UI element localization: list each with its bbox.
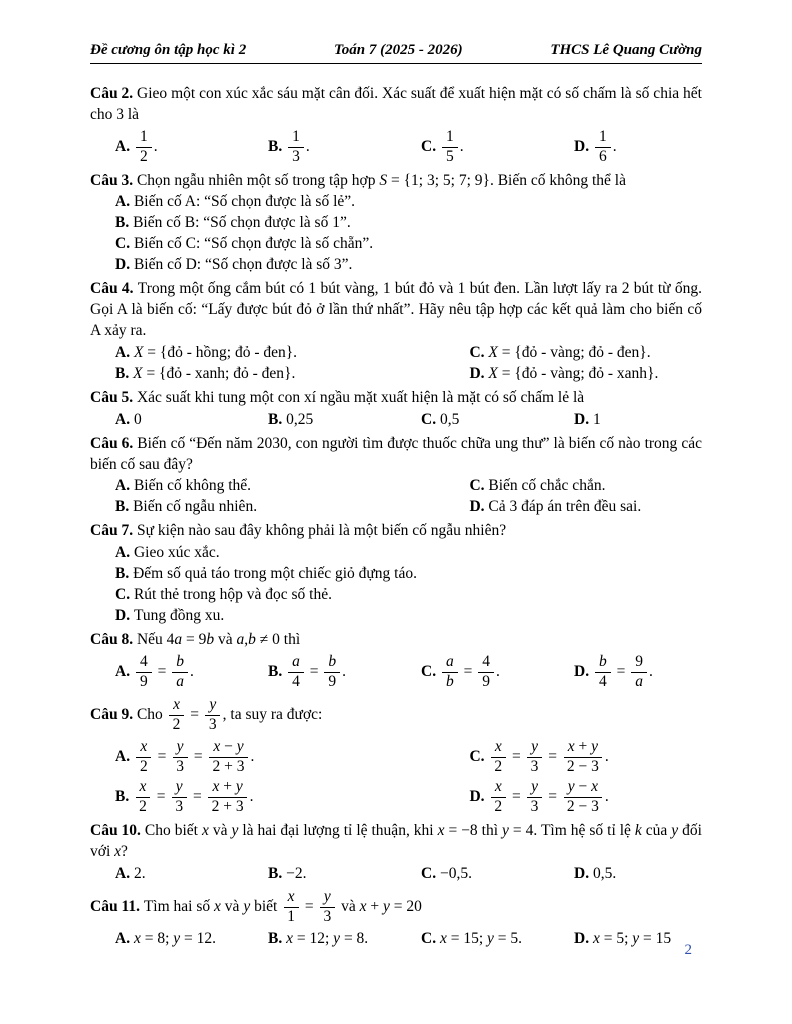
option-letter: D. xyxy=(469,498,489,516)
math-variable: x xyxy=(286,929,293,947)
math-variable: k xyxy=(634,821,642,839)
option-letter: C. xyxy=(115,235,134,253)
answer-option xyxy=(469,737,702,777)
answer-option xyxy=(469,777,702,817)
option-letter: D. xyxy=(574,929,593,947)
question xyxy=(90,279,702,385)
answer-option xyxy=(396,410,549,431)
math-variable: S xyxy=(379,171,388,189)
option-letter: A. xyxy=(115,864,134,882)
option-text: Biến cố chắc chắn. xyxy=(488,477,606,495)
answer-option xyxy=(396,127,549,167)
math-variable: b xyxy=(328,652,337,670)
math-variable: b xyxy=(598,652,607,670)
question-label: Câu 8. xyxy=(90,630,137,648)
option-letter: B. xyxy=(268,662,287,680)
fraction: $\frac{x}{2}$ xyxy=(136,739,152,775)
fraction: $\frac{y}{3}$ xyxy=(205,697,221,733)
math-variable: y xyxy=(231,821,239,839)
option-text: Biến cố A: “Số chọn được là số lẻ”. xyxy=(133,193,356,211)
math-variable: y xyxy=(243,898,251,916)
option-letter: A. xyxy=(115,747,134,765)
question xyxy=(90,695,702,817)
option-letter: B. xyxy=(115,498,134,516)
math-variable: y xyxy=(173,929,181,947)
answer-option xyxy=(90,410,243,431)
math-variable: a xyxy=(176,672,184,690)
options xyxy=(90,543,702,627)
fraction: $\frac{b}{9}$ xyxy=(324,654,340,690)
option-text: $\frac{x}{2}$ = $\frac{y}{3}$ = $\frac{x + y}{2 - 3}$ . xyxy=(488,748,608,765)
fraction: $\frac{x}{1}$ xyxy=(283,889,299,925)
option-letter: D. xyxy=(469,364,489,382)
math-variable: x xyxy=(201,821,209,839)
answer-option xyxy=(469,364,702,385)
math-variable: y xyxy=(209,696,217,714)
answer-option xyxy=(90,543,702,564)
math-variable: b xyxy=(176,652,184,670)
option-text: Biến cố không thể. xyxy=(133,477,252,495)
answer-option xyxy=(90,213,702,234)
option-letter: C. xyxy=(421,864,440,882)
math-variable: y xyxy=(333,929,341,947)
answer-option xyxy=(243,652,396,692)
answer-option xyxy=(549,864,702,885)
option-letter: C. xyxy=(421,929,440,947)
fraction: $\frac{y}{3}$ xyxy=(527,779,543,815)
question-label: Câu 2. xyxy=(90,85,138,103)
fraction: $\frac{1}{6}$ xyxy=(595,129,611,165)
options xyxy=(90,476,702,518)
math-variable: x xyxy=(591,778,599,796)
fraction xyxy=(172,654,188,690)
option-text: $\frac{1}{5}$ . xyxy=(440,138,464,155)
options xyxy=(90,343,702,385)
option-text: Biến cố D: “Số chọn được là số 3”. xyxy=(133,256,353,274)
option-text: X = {đỏ - vàng; đỏ - xanh}. xyxy=(488,364,659,382)
option-letter: C. xyxy=(469,747,489,765)
option-text: $\frac{x}{2}$ = $\frac{y}{3}$ = $\frac{y - x}{2 - 3}$ . xyxy=(488,788,608,805)
fraction: $\frac{x}{2}$ xyxy=(135,779,151,815)
option-text: $\frac{1}{2}$ . xyxy=(134,138,158,155)
fraction: $\frac{x - y}{2 + 3}$ xyxy=(208,739,248,775)
math-variable: a xyxy=(292,652,300,670)
option-letter: A. xyxy=(115,662,134,680)
option-letter: D. xyxy=(115,256,134,274)
math-variable: y xyxy=(382,898,390,916)
option-text: Rút thẻ trong hộp và đọc số thẻ. xyxy=(133,586,332,604)
fraction: $\frac{1}{5}$ xyxy=(442,129,458,165)
math-variable: x xyxy=(114,842,122,860)
question-text: Câu 6. Biến cố “Đến năm 2030, con người tìm được thuốc chữa ung thư” là biến cố nào trong các biến cố sau đây? xyxy=(90,434,702,473)
math-variable: a xyxy=(236,630,245,648)
question-label: Câu 7. xyxy=(90,522,137,540)
question-text: Câu 7. Sự kiện nào sau đây không phải là một biến cố ngẫu nhiên? xyxy=(90,522,507,540)
answer-option xyxy=(396,929,549,950)
option-letter: A. xyxy=(115,343,134,361)
math-variable: x xyxy=(494,778,502,796)
fraction: $\frac{b}{4}$ xyxy=(595,654,611,690)
fraction: $\frac{y}{3}$ xyxy=(171,779,187,815)
option-text: x = 12; y = 8. xyxy=(286,929,369,947)
option-text: $\frac{1}{3}$ . xyxy=(286,138,310,155)
answer-option xyxy=(549,929,702,950)
option-letter: D. xyxy=(574,137,593,155)
question xyxy=(90,388,702,431)
fraction: $\frac{x + y}{2 + 3}$ xyxy=(208,779,248,815)
math-variable: a xyxy=(445,652,454,670)
option-text: −2. xyxy=(286,864,307,882)
options xyxy=(90,410,702,431)
option-letter: B. xyxy=(268,410,287,428)
fraction: $\frac{y - x}{2 - 3}$ xyxy=(563,779,603,815)
option-letter: A. xyxy=(115,477,134,495)
answer-option xyxy=(396,652,549,692)
option-text: $\frac{a}{b}$ = $\frac{4}{9}$ . xyxy=(440,663,500,680)
answer-option xyxy=(90,476,469,497)
math-variable: y xyxy=(487,929,494,947)
answer-option xyxy=(469,497,702,518)
math-variable: x xyxy=(287,888,295,906)
math-variable: X xyxy=(488,343,498,361)
option-letter: C. xyxy=(421,137,440,155)
option-text: Tung đồng xu. xyxy=(133,607,225,624)
option-text: x = 8; y = 12. xyxy=(133,929,217,947)
answer-option xyxy=(469,476,702,497)
math-variable: y xyxy=(531,778,538,796)
option-text: 0 xyxy=(133,410,142,428)
fraction: $\frac{y}{3}$ xyxy=(172,739,188,775)
document-header xyxy=(90,40,702,64)
answer-option xyxy=(90,343,469,364)
math-variable: y xyxy=(567,778,575,796)
math-variable: x xyxy=(494,737,502,755)
question-text: Câu 9. Cho $\frac{x}{2}$ = $\frac{y}{3}$ , ta suy ra được: xyxy=(90,696,323,734)
options xyxy=(90,929,702,950)
math-variable: b xyxy=(445,672,454,690)
question-label: Câu 9. xyxy=(90,706,137,724)
option-text: $\frac{4}{9}$ = $\frac{b}{a}$ . xyxy=(134,663,194,680)
math-variable: x xyxy=(213,737,221,755)
option-letter: C. xyxy=(115,586,134,604)
math-variable: y xyxy=(236,737,244,755)
option-letter: A. xyxy=(115,544,134,562)
option-text: Biến cố C: “Số chọn được là số chẵn”. xyxy=(133,235,374,253)
option-letter: B. xyxy=(268,137,287,155)
math-variable: y xyxy=(175,778,183,796)
option-text: Biến cố B: “Số chọn được là số 1”. xyxy=(133,214,351,232)
question-label: Câu 5. xyxy=(90,388,137,406)
option-letter: B. xyxy=(115,788,134,806)
answer-option xyxy=(549,652,702,692)
answer-option xyxy=(243,929,396,950)
option-letter: D. xyxy=(574,410,593,428)
option-text: X = {đỏ - vàng; đỏ - đen}. xyxy=(488,343,651,361)
answer-option xyxy=(90,585,702,606)
answer-option xyxy=(90,127,243,167)
option-text: Đếm số quả táo trong một chiếc giỏ đựng táo. xyxy=(133,565,417,583)
math-variable: b xyxy=(206,630,215,648)
answer-option xyxy=(90,737,469,777)
option-letter: A. xyxy=(115,137,134,155)
math-variable: y xyxy=(671,821,679,839)
math-variable: y xyxy=(531,737,538,755)
option-letter: B. xyxy=(115,214,134,232)
option-letter: B. xyxy=(268,864,287,882)
math-variable: y xyxy=(502,821,509,839)
option-text: Biến cố ngẫu nhiên. xyxy=(133,498,258,516)
math-variable: y xyxy=(235,778,243,796)
answer-option xyxy=(243,410,396,431)
answer-option xyxy=(90,364,469,385)
option-text: Gieo xúc xắc. xyxy=(133,544,220,562)
fraction: $\frac{4}{9}$ xyxy=(478,654,494,690)
question xyxy=(90,630,702,692)
fraction: $\frac{x}{2}$ xyxy=(490,739,506,775)
option-letter: B. xyxy=(115,364,134,382)
option-letter: C. xyxy=(469,343,489,361)
fraction: $\frac{1}{2}$ xyxy=(136,129,152,165)
question-label: Câu 11. xyxy=(90,898,144,916)
option-text: 0,25 xyxy=(286,410,314,428)
option-text: $\frac{x}{2}$ = $\frac{y}{3}$ = $\frac{x + y}{2 + 3}$ . xyxy=(133,788,253,805)
fraction: $\frac{x}{2}$ xyxy=(490,779,506,815)
math-variable: X xyxy=(133,364,143,382)
option-letter: D. xyxy=(469,788,489,806)
header-title-center: Toán 7 (2025 - 2026) xyxy=(333,42,463,58)
math-variable: x xyxy=(592,929,600,947)
option-letter: B. xyxy=(268,929,287,947)
fraction: $\frac{y}{3}$ xyxy=(319,889,335,925)
fraction: $\frac{x}{2}$ xyxy=(169,697,185,733)
answer-option xyxy=(469,343,702,364)
option-text: Cả 3 đáp án trên đều sai. xyxy=(488,498,642,516)
answer-option xyxy=(90,255,702,276)
answer-option xyxy=(90,864,243,885)
math-variable: x xyxy=(437,821,445,839)
option-text: $\frac{1}{6}$ . xyxy=(593,138,617,155)
question xyxy=(90,434,702,519)
question-text: Câu 3. Chọn ngẫu nhiên một số trong tập hợp S = {1; 3; 5; 7; 9}. Biến cố không thể là xyxy=(90,171,626,189)
fraction: $\frac{9}{a}$ xyxy=(631,654,647,690)
answer-option xyxy=(90,234,702,255)
answer-option xyxy=(90,652,243,692)
math-variable: x xyxy=(139,778,147,796)
fraction: $\frac{x + y}{2 - 3}$ xyxy=(563,739,603,775)
math-variable: x xyxy=(439,929,447,947)
math-variable: x xyxy=(140,737,148,755)
option-letter: C. xyxy=(421,662,440,680)
answer-option xyxy=(90,777,469,817)
math-variable: x xyxy=(173,696,180,714)
question-text: Câu 5. Xác suất khi tung một con xí ngầu mặt xuất hiện là mặt có số chấm lẻ là xyxy=(90,388,585,406)
answer-option xyxy=(549,127,702,167)
question-label: Câu 4. xyxy=(90,280,138,298)
fraction: $\frac{1}{3}$ xyxy=(288,129,304,165)
options xyxy=(90,127,702,167)
option-text: $\frac{a}{4}$ = $\frac{b}{9}$ . xyxy=(286,663,346,680)
option-letter: B. xyxy=(115,565,134,583)
math-variable: x xyxy=(214,898,221,916)
question-label: Câu 6. xyxy=(90,434,138,452)
answer-option xyxy=(243,864,396,885)
option-letter: A. xyxy=(115,193,134,211)
question xyxy=(90,821,702,885)
options xyxy=(90,864,702,885)
questions xyxy=(90,84,702,950)
math-variable: y xyxy=(591,737,599,755)
option-letter: A. xyxy=(115,929,134,947)
math-variable: y xyxy=(176,737,184,755)
math-variable: x xyxy=(359,898,367,916)
answer-option xyxy=(90,192,702,213)
question-text: Câu 4. Trong một ống cắm bút có 1 bút vàng, 1 bút đỏ và 1 bút đen. Lần lượt lấy ra 2 bút từ ống. Gọi A là biến cố: “Lấy được bút đỏ ở lần thứ nhất”. Hãy nêu tập hợp các kết quả làm cho biến cố A xảy ra. xyxy=(90,280,702,340)
option-letter: D. xyxy=(574,662,593,680)
option-text: X = {đỏ - xanh; đỏ - đen}. xyxy=(133,364,296,382)
math-variable: a xyxy=(635,672,643,690)
option-letter: D. xyxy=(115,607,134,624)
math-variable: y xyxy=(632,929,640,947)
option-letter: A. xyxy=(115,410,134,428)
option-text: x = 15; y = 5. xyxy=(439,929,523,947)
option-text: $\frac{x}{2}$ = $\frac{y}{3}$ = $\frac{x - y}{2 + 3}$ . xyxy=(134,748,254,765)
question-label: Câu 10. xyxy=(90,821,145,839)
answer-option xyxy=(243,127,396,167)
option-text: −0,5. xyxy=(439,864,472,882)
question xyxy=(90,84,702,167)
options xyxy=(90,652,702,692)
answer-option xyxy=(90,497,469,518)
math-variable: b xyxy=(248,630,256,648)
fraction: $\frac{4}{9}$ xyxy=(136,654,152,690)
option-text: $\frac{b}{4}$ = $\frac{9}{a}$ . xyxy=(593,663,653,680)
option-text: X = {đỏ - hồng; đỏ - đen}. xyxy=(133,343,298,361)
answer-option xyxy=(90,606,702,627)
option-text: x = 5; y = 15 xyxy=(592,929,672,947)
answer-option xyxy=(90,929,243,950)
answer-option xyxy=(396,864,549,885)
math-variable: y xyxy=(323,888,331,906)
fraction: $\frac{y}{3}$ xyxy=(527,739,543,775)
option-text: 0,5. xyxy=(592,864,617,882)
math-variable: a xyxy=(174,630,183,648)
math-variable: x xyxy=(567,737,575,755)
question-label: Câu 3. xyxy=(90,171,137,189)
options xyxy=(90,737,702,818)
question xyxy=(90,887,702,949)
option-letter: D. xyxy=(574,864,593,882)
math-variable: x xyxy=(212,778,220,796)
question-text: Câu 10. Cho biết x và y là hai đại lượng tỉ lệ thuận, khi x = −8 thì y = 4. Tìm hệ số tỉ lệ k của y đối với x? xyxy=(90,821,702,860)
option-text: 0,5 xyxy=(439,410,460,428)
math-variable: X xyxy=(133,343,144,361)
option-letter: C. xyxy=(469,477,489,495)
page-number: 2 xyxy=(684,942,692,958)
answer-option xyxy=(90,564,702,585)
math-variable: X xyxy=(488,364,498,382)
question-text: Câu 2. Gieo một con xúc xắc sáu mặt cân đối. Xác suất để xuất hiện mặt có số chấm là số chia hết cho 3 là xyxy=(90,85,702,124)
option-text: 1 xyxy=(592,410,601,428)
option-letter: C. xyxy=(421,410,440,428)
fraction xyxy=(442,654,458,690)
fraction: $\frac{a}{4}$ xyxy=(288,654,304,690)
header-title-left: Đề cương ôn tập học kì 2 xyxy=(90,42,247,58)
question xyxy=(90,171,702,277)
answer-option xyxy=(549,410,702,431)
header-title-right: THCS Lê Quang Cường xyxy=(550,42,702,58)
option-text: 2. xyxy=(133,864,146,882)
question xyxy=(90,521,702,627)
options xyxy=(90,192,702,276)
math-variable: x xyxy=(133,929,141,947)
question-text: Câu 8. Nếu 4a = 9b và a,b ≠ 0 thì xyxy=(90,630,301,648)
question-text: Câu 11. Tìm hai số x và y biết $\frac{x}{1}$ = $\frac{y}{3}$ và x + y = 20 xyxy=(90,888,422,926)
